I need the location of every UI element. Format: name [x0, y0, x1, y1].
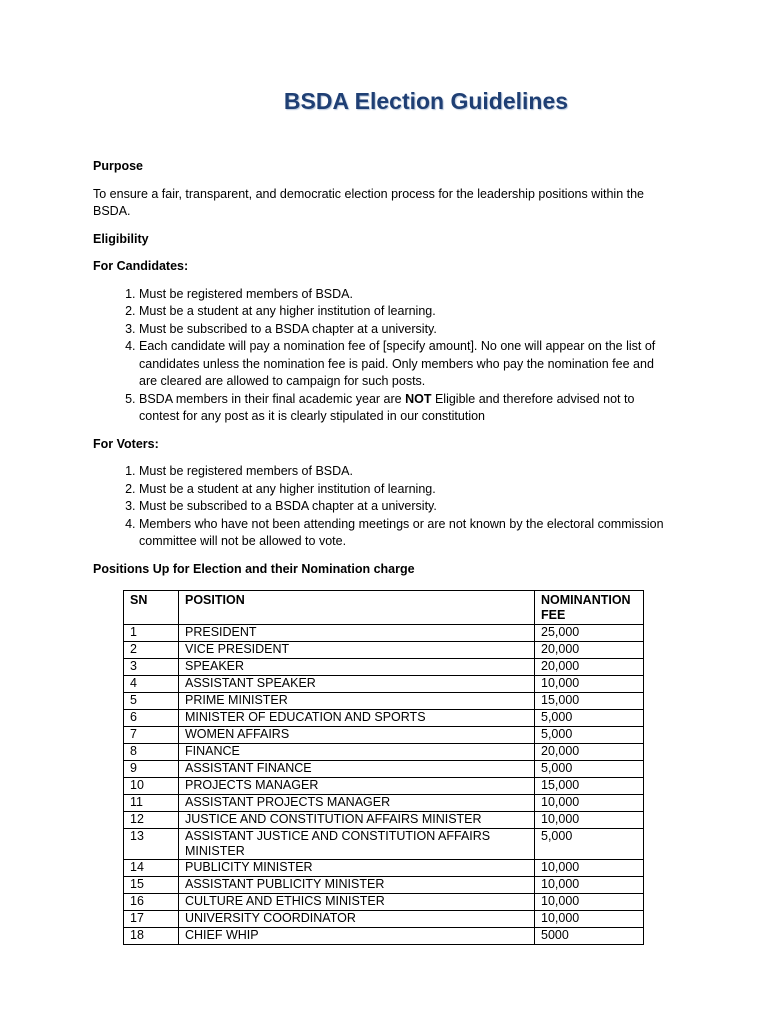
- document-title: BSDA Election Guidelines: [283, 88, 569, 114]
- list-item: 4. Each candidate will pay a nomination fee of [specify amount]. No one will appear on the list of candidates unless the nomination fee is paid. Only members who pay the nomination fee and are cleared are allowed to campaign for such posts.: [139, 338, 673, 391]
- cell-fee: 5,000: [535, 710, 644, 727]
- table-row: [124, 778, 644, 795]
- cell-fee: 5000: [535, 928, 644, 945]
- table-row: [124, 676, 644, 693]
- cell-position: JUSTICE AND CONSTITUTION AFFAIRS MINISTER: [179, 812, 535, 829]
- table-row: [124, 877, 644, 894]
- header-fee: NOMINANTION FEE: [535, 591, 644, 625]
- cell-position: PUBLICITY MINISTER: [179, 860, 535, 877]
- cell-position: PRIME MINISTER: [179, 693, 535, 710]
- candidate5-text-bold: NOT: [405, 391, 432, 406]
- header-sn: SN: [124, 591, 179, 625]
- cell-position: VICE PRESIDENT: [179, 642, 535, 659]
- candidate5-text-before: BSDA members in their final academic year are: [139, 391, 406, 406]
- cell-sn: 17: [124, 911, 179, 928]
- positions-heading: Positions Up for Election and their Nomination charge: [93, 561, 415, 576]
- cell-fee: 10,000: [535, 911, 644, 928]
- table-row: [124, 744, 644, 761]
- list-item: 4. Members who have not been attending meetings or are not known by the electoral commission committee will not be allowed to vote.: [139, 516, 673, 551]
- table-row: [124, 761, 644, 778]
- cell-position: CHIEF WHIP: [179, 928, 535, 945]
- table-row: [124, 625, 644, 642]
- cell-position: ASSISTANT FINANCE: [179, 761, 535, 778]
- table-row: [124, 710, 644, 727]
- cell-position: ASSISTANT JUSTICE AND CONSTITUTION AFFAIRS MINISTER: [179, 829, 535, 860]
- candidates-list: [93, 286, 673, 426]
- cell-fee: 5,000: [535, 829, 644, 860]
- voters-heading: For Voters:: [93, 436, 159, 451]
- cell-fee: 15,000: [535, 693, 644, 710]
- cell-fee: 20,000: [535, 659, 644, 676]
- header-position: POSITION: [179, 591, 535, 625]
- cell-position: FINANCE: [179, 744, 535, 761]
- cell-position: ASSISTANT PROJECTS MANAGER: [179, 795, 535, 812]
- cell-sn: 4: [124, 676, 179, 693]
- cell-sn: 11: [124, 795, 179, 812]
- purpose-heading: Purpose: [93, 159, 144, 173]
- cell-position: MINISTER OF EDUCATION AND SPORTS: [179, 710, 535, 727]
- table-row: [124, 693, 644, 710]
- list-item: [139, 391, 673, 426]
- cell-sn: 16: [124, 894, 179, 911]
- table-row: [124, 812, 644, 829]
- cell-fee: 15,000: [535, 778, 644, 795]
- cell-fee: 10,000: [535, 877, 644, 894]
- cell-sn: 9: [124, 761, 179, 778]
- cell-fee: 20,000: [535, 744, 644, 761]
- cell-fee: 20,000: [535, 642, 644, 659]
- cell-fee: 10,000: [535, 795, 644, 812]
- table-row: [124, 911, 644, 928]
- cell-position: SPEAKER: [179, 659, 535, 676]
- cell-sn: 8: [124, 744, 179, 761]
- cell-sn: 5: [124, 693, 179, 710]
- cell-sn: 18: [124, 928, 179, 945]
- candidates-heading: For Candidates:: [93, 259, 189, 273]
- table-row: [124, 727, 644, 744]
- table-row: [124, 795, 644, 812]
- cell-sn: 10: [124, 778, 179, 795]
- cell-position: ASSISTANT SPEAKER: [179, 676, 535, 693]
- cell-position: ASSISTANT PUBLICITY MINISTER: [179, 877, 535, 894]
- cell-position: UNIVERSITY COORDINATOR: [179, 911, 535, 928]
- cell-position: PROJECTS MANAGER: [179, 778, 535, 795]
- cell-position: CULTURE AND ETHICS MINISTER: [179, 894, 535, 911]
- list-item: 2. Must be a student at any higher institution of learning.: [139, 303, 673, 321]
- table-row: [124, 659, 644, 676]
- list-item: 2. Must be a student at any higher institution of learning.: [139, 481, 673, 499]
- cell-fee: 5,000: [535, 761, 644, 778]
- cell-position: PRESIDENT: [179, 625, 535, 642]
- table-body: [124, 625, 644, 945]
- cell-fee: 5,000: [535, 727, 644, 744]
- cell-sn: 7: [124, 727, 179, 744]
- table-row: [124, 860, 644, 877]
- table-header-row: [124, 591, 644, 625]
- table-row: [124, 928, 644, 945]
- cell-fee: 25,000: [535, 625, 644, 642]
- cell-fee: 10,000: [535, 894, 644, 911]
- cell-sn: 14: [124, 860, 179, 877]
- list-item: 1. Must be registered members of BSDA.: [139, 463, 673, 481]
- eligibility-heading: Eligibility: [93, 231, 149, 246]
- cell-sn: 6: [124, 710, 179, 727]
- purpose-text: To ensure a fair, transparent, and democratic election process for the leadership positions within the BSDA.: [93, 186, 645, 218]
- cell-sn: 15: [124, 877, 179, 894]
- cell-fee: 10,000: [535, 676, 644, 693]
- list-item: 3. Must be subscribed to a BSDA chapter at a university.: [139, 498, 673, 516]
- cell-sn: 13: [124, 829, 179, 860]
- table-row: [124, 894, 644, 911]
- cell-sn: 1: [124, 625, 179, 642]
- table-row: [124, 829, 644, 860]
- cell-sn: 2: [124, 642, 179, 659]
- cell-fee: 10,000: [535, 812, 644, 829]
- cell-sn: 3: [124, 659, 179, 676]
- cell-fee: 10,000: [535, 860, 644, 877]
- candidate5-text-after: Eligible and therefore advised not to contest for any post as it is clearly stipulated in our constitution: [139, 391, 635, 423]
- list-item: 1. Must be registered members of BSDA.: [139, 286, 673, 304]
- cell-sn: 12: [124, 812, 179, 829]
- cell-position: WOMEN AFFAIRS: [179, 727, 535, 744]
- list-item: 3. Must be subscribed to a BSDA chapter at a university.: [139, 321, 673, 339]
- table-row: [124, 642, 644, 659]
- positions-table: [123, 590, 644, 945]
- voters-list: [93, 463, 673, 551]
- document-body: [93, 158, 673, 588]
